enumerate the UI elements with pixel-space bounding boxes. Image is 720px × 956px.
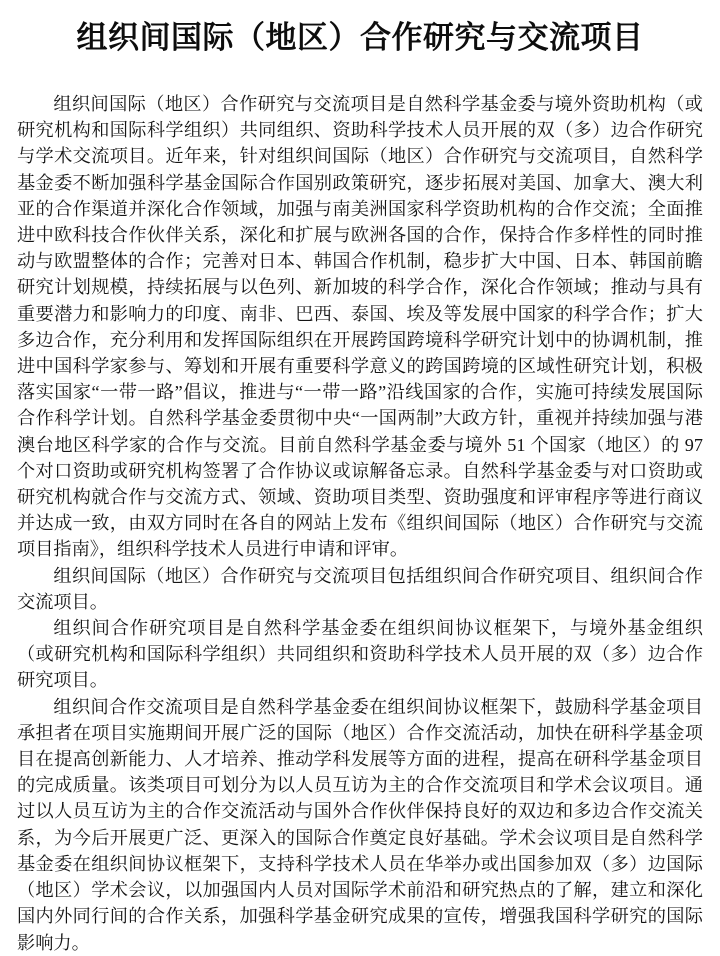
document-title: 组织间国际（地区）合作研究与交流项目 — [76, 20, 644, 55]
paragraph-cooperative-exchange: 组织间合作交流项目是自然科学基金委在组织间协议框架下，鼓励科学基金项目承担者在项目实施期间开展广泛的国际（地区）合作交流活动，加快在研科学基金项目在提高创新能力、人才培养、推动学科发展等方面的进程，提高在研科学基金项目的完成质量。该类项目可划分为以人员互访为主的合作交流项目和学术会议项目。通过以人员互访为主的合作交流活动与国外合作伙伴保持良好的双边和多边合作交流关系，为今后开展更广泛、更深入的国际合作奠定良好基础。学术会议项目是自然科学基金委在组织间协议框架下，支持科学技术人员在华举办或出国参加双（多）边国际（地区）学术会议，以加强国内人员对国际学术前沿和研究热点的了解，建立和深化国内外同行间的合作关系，加强科学基金研究成果的宣传，增强我国科学研究的国际影响力。 — [17, 696, 703, 953]
paragraph-cooperative-research: 组织间合作研究项目是自然科学基金委在组织间协议框架下，与境外基金组织（或研究机构和国际科学组织）共同组织和资助科学技术人员开展的双（多）边合作研究项目。 — [17, 618, 703, 691]
document-body — [17, 91, 703, 956]
paragraph-project-types: 组织间国际（地区）合作研究与交流项目包括组织间合作研究项目、组织间合作交流项目。 — [17, 565, 703, 612]
paragraph-overview: 组织间国际（地区）合作研究与交流项目是自然科学基金委与境外资助机构（或研究机构和国际科学组织）共同组织、资助科学技术人员开展的双（多）边合作研究与学术交流项目。近年来，针对组织间国际（地区）合作研究与交流项目，自然科学基金委不断加强科学基金国际合作国别政策研究，逐步拓展对美国、加拿大、澳大利亚的合作渠道并深化合作领域，加强与南美洲国家科学资助机构的合作交流；全面推进中欧科技合作伙伴关系，深化和扩展与欧洲各国的合作，保持合作多样性的同时推动与欧盟整体的合作；完善对日本、韩国合作机制，稳步扩大中国、日本、韩国前瞻研究计划规模，持续拓展与以色列、新加坡的科学合作，深化合作领域；推动与具有重要潜力和影响力的印度、南非、巴西、泰国、埃及等发展中国家的科学合作；扩大多边合作，充分利用和发挥国际组织在开展跨国跨境科学研究计划中的协调机制，推进中国科学家参与、筹划和开展有重要科学意义的跨国跨境的区域性研究计划，积极落实国家“一带一路”倡议，推进与“一带一路”沿线国家的合作，实施可持续发展国际合作科学计划。自然科学基金委贯彻中央“一国两制”大政方针，重视并持续加强与港澳台地区科学家的合作与交流。目前自然科学基金委与境外 51 个国家（地区）的 97 个对口资助或研究机构签署了合作协议或谅解备忘录。自然科学基金委与对口资助或研究机构就合作与交流方式、领域、资助项目类型、资助强度和评审程序等进行商议并达成一致，由双方同时在各自的网站上发布《组织间国际（地区）合作研究与交流项目指南》，组织科学技术人员进行申请和评审。 — [17, 94, 703, 560]
